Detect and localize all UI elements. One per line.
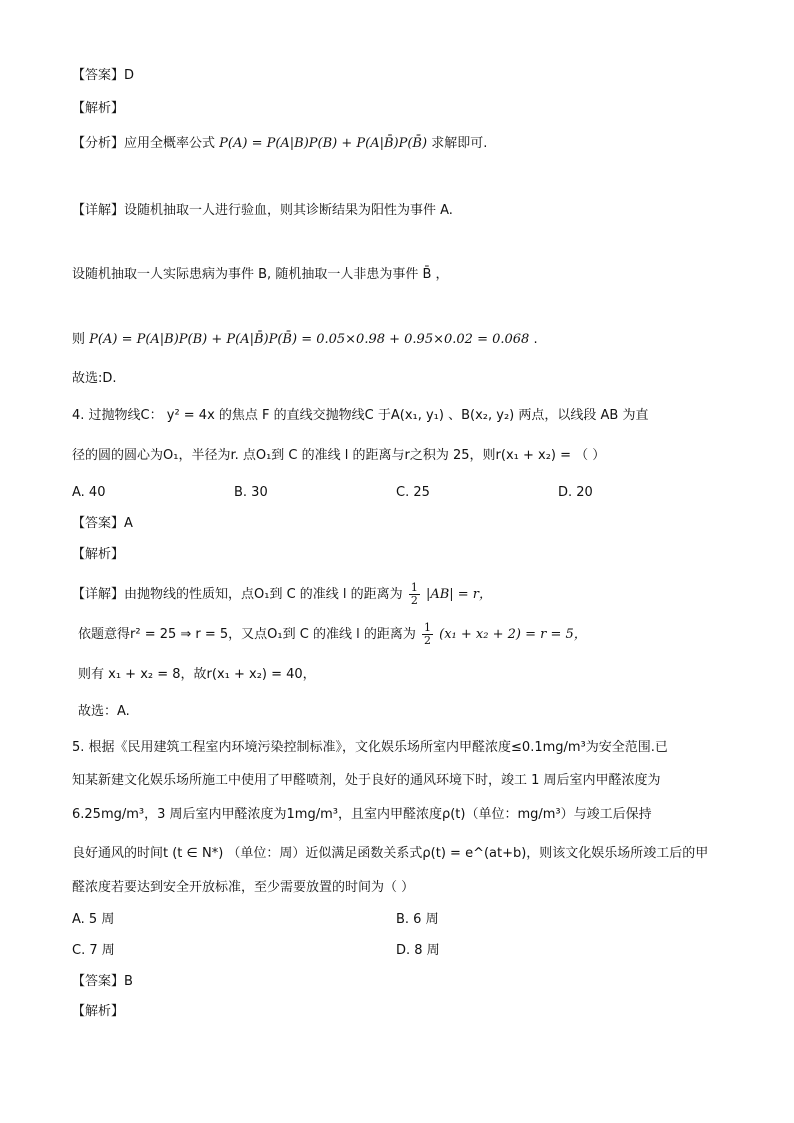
q4-detail-line2-fraction: [422, 622, 433, 647]
q3-conclusion: 故选:D.: [72, 371, 117, 386]
q4-option-b: B. 30: [234, 485, 268, 500]
q4-detail-line1-prefix: 【详解】由抛物线的性质知，点O₁到 C 的准线 l 的距离为: [72, 587, 403, 602]
q3-answer: 【答案】D: [72, 68, 135, 83]
fraction-numerator: 1: [410, 581, 418, 594]
q4-detail-line2: [78, 622, 587, 647]
q5-analysis-label: 【解析】: [72, 1004, 125, 1019]
q3-analysis-prefix: 【分析】应用全概率公式: [72, 136, 216, 151]
fraction-denominator: 2: [424, 634, 431, 647]
q3-analysis-suffix: 求解即可.: [431, 136, 488, 151]
q3-analysis: [72, 134, 487, 154]
q4-detail-line3: 则有 x₁ + x₂ = 8，故r(x₁ + x₂) = 40，: [78, 667, 316, 682]
q3-analysis-formula: P(A) = P(A|B)P(B) + P(A|B̄)P(B̄): [219, 136, 428, 151]
q4-answer: 【答案】A: [72, 516, 133, 531]
q5-stem-line4: 良好通风的时间t (t ∈ N*) （单位：周）近似满足函数关系式ρ(t) = e^(at+b)，则该文化娱乐场所竣工后的甲: [72, 846, 709, 861]
fraction-numerator: 1: [424, 621, 431, 634]
q4-option-a: A. 40: [72, 485, 106, 500]
q4-detail-line1: [72, 582, 492, 607]
q4-detail-line2-suffix: (x₁ + x₂ + 2) = r = 5，: [439, 627, 587, 642]
fraction-denominator: 2: [410, 594, 418, 607]
q3-analysis-label: 【解析】: [72, 101, 125, 116]
q5-answer: 【答案】B: [72, 974, 133, 989]
q5-stem-line1: 5. 根据《民用建筑工程室内环境污染控制标准》，文化娱乐场所室内甲醛浓度≤0.1mg/m³为安全范围.已: [72, 740, 668, 755]
q4-option-d: D. 20: [558, 485, 593, 500]
q4-option-c: C. 25: [396, 485, 430, 500]
q5-stem-line2: 知某新建文化娱乐场所施工中使用了甲醛喷剂，处于良好的通风环境下时，竣工 1 周后室内甲醛浓度为: [72, 773, 661, 788]
q5-stem-line3: 6.25mg/m³，3 周后室内甲醛浓度为1mg/m³，且室内甲醛浓度ρ(t)（单位：mg/m³）与竣工后保持: [72, 807, 652, 822]
q5-option-a: A. 5 周: [72, 912, 115, 927]
q5-stem-line5: 醛浓度若要达到安全开放标准，至少需要放置的时间为（ ）: [72, 880, 415, 895]
q4-stem-line1: 4. 过抛物线C： y² = 4x 的焦点 F 的直线交抛物线C 于A(x₁, y₁) 、B(x₂, y₂) 两点，以线段 AB 为直: [72, 408, 649, 423]
q3-detail-line1: 【详解】设随机抽取一人进行验血，则其诊断结果为阳性为事件 A.: [72, 203, 453, 218]
q4-conclusion: 故选：A.: [78, 704, 130, 719]
q5-option-b: B. 6 周: [396, 912, 439, 927]
q3-detail-line3: [72, 330, 538, 350]
q3-detail-line3-prefix: 则: [72, 332, 86, 347]
q4-detail-line1-fraction: [409, 582, 420, 607]
q3-detail-line3-suffix: .: [533, 332, 538, 347]
q3-detail-line3-formula: P(A) = P(A|B)P(B) + P(A|B̄)P(B̄) = 0.05×0.98 + 0.95×0.02 = 0.068: [89, 332, 530, 347]
q4-stem-line2: 径的圆的圆心为O₁，半径为r. 点O₁到 C 的准线 l 的距离与r之积为 25，则r(x₁ + x₂) = （ ）: [72, 448, 606, 463]
q5-option-d: D. 8 周: [396, 943, 440, 958]
q4-detail-line2-prefix: 依题意得r² = 25 ⇒ r = 5，又点O₁到 C 的准线 l 的距离为: [78, 627, 416, 642]
q3-detail-line2: 设随机抽取一人实际患病为事件 B, 随机抽取一人非患为事件 B̄ ，: [72, 267, 449, 282]
q4-detail-line1-suffix: |AB| = r，: [425, 587, 493, 602]
q4-analysis-label: 【解析】: [72, 547, 125, 562]
q5-option-c: C. 7 周: [72, 943, 115, 958]
